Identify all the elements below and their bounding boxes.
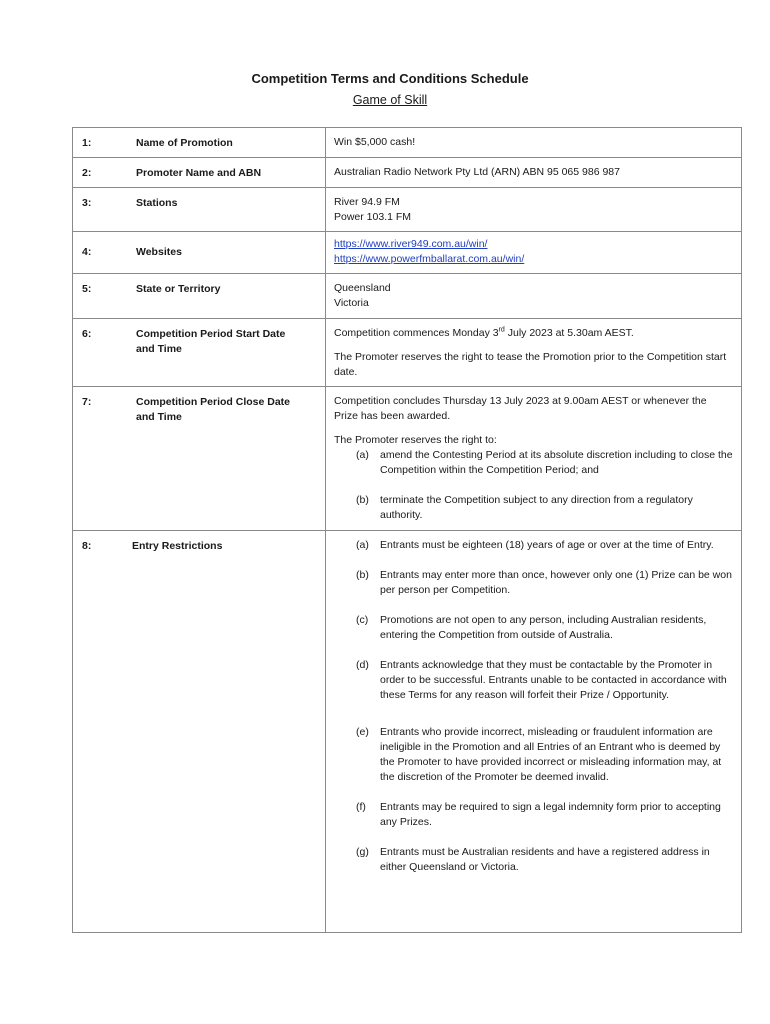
table-row (73, 387, 742, 531)
list-item: (b) terminate the Competition subject to any direction from a regulatory authority. (356, 494, 693, 521)
table-row (73, 531, 742, 933)
table-row (73, 188, 742, 232)
table-row (73, 232, 742, 274)
row-label-cell (73, 188, 326, 232)
document-subtitle: Game of Skill (352, 93, 428, 107)
row-value-cell (326, 319, 742, 387)
row-label: Websites (136, 246, 182, 258)
row-label-cell (73, 319, 326, 387)
list-item: (c) Promotions are not open to any person, including Australian residents, entering the Competition from outside of Australia. (356, 614, 707, 641)
reserve-rights-list (334, 448, 733, 523)
row-value-cell (326, 274, 742, 319)
document-title: Competition Terms and Conditions Schedule (251, 71, 529, 86)
list-item: (a) amend the Contesting Period at its absolute discretion including to close the Competition within the Competition Period; and (356, 449, 733, 476)
terms-table (72, 127, 742, 933)
table-row (73, 319, 742, 387)
row-label: Competition Period Start Date and Time (136, 328, 286, 355)
list-item: (g) Entrants must be Australian residents and have a registered address in either Queensland or Victoria. (356, 846, 710, 873)
table-row (73, 128, 742, 158)
row-number: 1: (82, 137, 92, 149)
row-value-cell (326, 232, 742, 274)
station-item: River 94.9 FM (334, 196, 400, 208)
tease-notice: The Promoter reserves the right to tease the Promotion prior to the Competition start date. (334, 351, 727, 378)
start-date-text: Competition commences Monday 3rd July 2023 at 5.30am AEST. (334, 326, 634, 339)
row-number: 3: (82, 197, 92, 209)
row-label: Entry Restrictions (132, 540, 223, 552)
row-label: Competition Period Close Date and Time (136, 396, 291, 423)
state-item: Victoria (334, 297, 369, 309)
website-link-river[interactable]: https://www.river949.com.au/win/ (334, 238, 488, 250)
row-label: State or Territory (136, 283, 221, 295)
row-value-cell (326, 128, 742, 158)
row-label: Stations (136, 197, 178, 209)
promotion-name: Win $5,000 cash! (334, 136, 416, 148)
list-item: (f) Entrants may be required to sign a legal indemnity form prior to accepting any Prizes. (356, 801, 721, 828)
row-value-cell (326, 387, 742, 531)
table-row (73, 274, 742, 319)
row-label-cell (73, 387, 326, 531)
station-item: Power 103.1 FM (334, 211, 412, 223)
website-link-power[interactable]: https://www.powerfmballarat.com.au/win/ (334, 253, 525, 265)
list-item: (d) Entrants acknowledge that they must be contactable by the Promoter in order to be successful. Entrants unable to be contacted in accordance with these Terms for any reason will forfeit their Prize / Opportunity. (356, 659, 727, 701)
list-item: (a) Entrants must be eighteen (18) years of age or over at the time of Entry. (356, 539, 714, 551)
row-number: 7: (82, 396, 92, 408)
row-label-cell (73, 531, 326, 933)
row-number: 6: (82, 328, 92, 340)
row-value-cell (326, 531, 742, 933)
row-number: 5: (82, 283, 92, 295)
row-number: 4: (82, 246, 92, 258)
row-value-cell (326, 188, 742, 232)
close-date-text: Competition concludes Thursday 13 July 2023 at 9.00am AEST or whenever the Prize has been awarded. (334, 395, 707, 422)
list-item: (b) Entrants may enter more than once, however only one (1) Prize can be won per person per Competition. (356, 569, 732, 596)
state-item: Queensland (334, 282, 391, 294)
row-label: Name of Promotion (136, 137, 233, 149)
row-label-cell (73, 274, 326, 319)
row-label-cell (73, 232, 326, 274)
row-label-cell (73, 158, 326, 188)
row-number: 8: (82, 540, 92, 552)
table-row (73, 158, 742, 188)
row-value-cell (326, 158, 742, 188)
entry-restrictions-list (334, 538, 733, 875)
list-item: (e) Entrants who provide incorrect, misleading or fraudulent information are ineligible in the Promotion and all Entries of an Entrant who is deemed by the Promoter to have provided incorrect or misleading information may, at the discretion of the Promoter be deemed invalid. (356, 726, 722, 783)
row-label: Promoter Name and ABN (136, 167, 262, 179)
reserve-rights-intro: The Promoter reserves the right to: (334, 434, 497, 446)
promoter-name: Australian Radio Network Pty Ltd (ARN) ABN 95 065 986 987 (334, 166, 620, 178)
row-label-cell (73, 128, 326, 158)
row-number: 2: (82, 167, 92, 179)
